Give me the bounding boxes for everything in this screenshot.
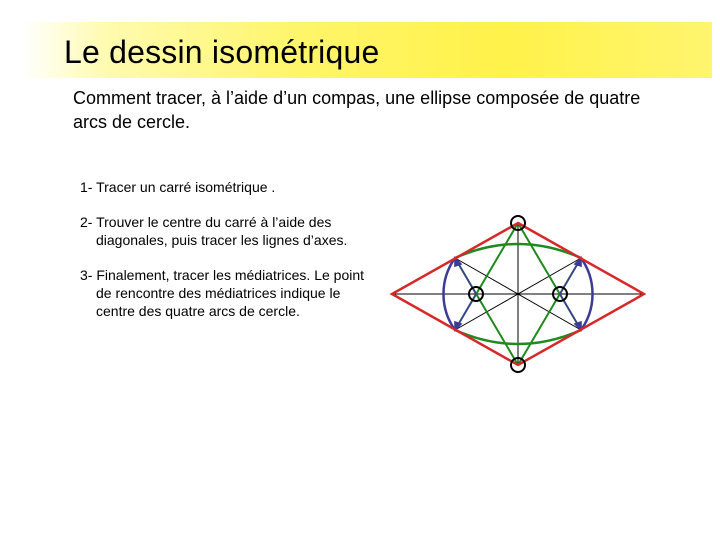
step-2: 2- Trouver le centre du carré à l’aide des diagonales, puis tracer les lignes d’axes. <box>80 214 348 248</box>
radius-arrow-left-top <box>458 263 476 294</box>
page-title: Le dessin isométrique <box>64 34 380 70</box>
radius-arrow-right-bottom <box>560 294 578 325</box>
radius-arrow-right-top <box>560 263 578 294</box>
radius-arrow-left-bottom <box>458 294 476 325</box>
step-1: 1- Tracer un carré isométrique . <box>80 179 276 195</box>
step-3: 3- Finalement, tracer les médiatrices. Le point de rencontre des médiatrices indique le centre des quatre arcs de cercle. <box>80 267 365 319</box>
isometric-ellipse-diagram <box>386 208 646 378</box>
steps-list <box>80 178 380 337</box>
intro-text: Comment tracer, à l’aide d’un compas, une ellipse composée de quatre arcs de cercle. <box>73 88 641 132</box>
